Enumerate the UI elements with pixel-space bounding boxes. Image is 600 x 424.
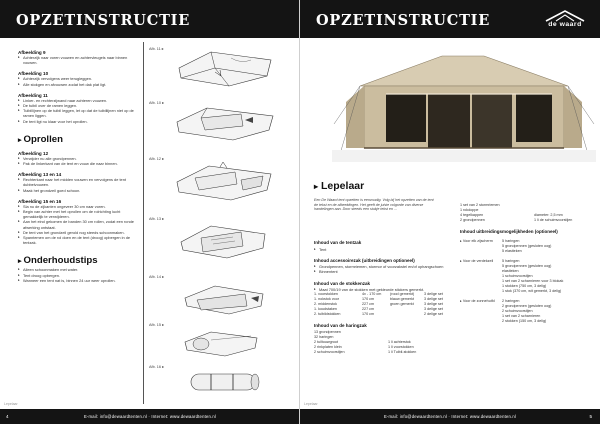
table-cell: 4x - 170 cm [362, 292, 382, 297]
triangle-icon: ▸ [18, 258, 22, 266]
figure-afb-16 [149, 364, 289, 404]
tent-photo [332, 44, 596, 162]
table-cell: 2 schuimvoorstijen [314, 349, 345, 354]
table-cell: 227 cm [362, 302, 375, 307]
section-heading-oprollen: ▸ Oprollen [18, 133, 63, 145]
table-cell: 3 delige set [424, 307, 443, 312]
folded-tent-illustration [171, 46, 281, 90]
option-item: 2 grondpennen (gesloten oog) [502, 304, 552, 308]
figure-label: Afb. 11 ▸ [149, 47, 164, 51]
rolled-tent-illustration [171, 364, 281, 402]
option-item: 2 schuimvoorstijen [502, 309, 533, 313]
section-heading-lepelaar: ▸ Lepelaar [314, 180, 365, 192]
figure-afb-15 [149, 322, 289, 362]
option-item: 1 stok (370 cm, wit gemerkt, 3 delig) [502, 289, 562, 293]
logo-text: de waard [548, 21, 582, 28]
table-cell: 170 cm [362, 312, 375, 317]
table-row [460, 218, 592, 223]
option-label: ▸ Voor elk zijscherm [460, 239, 493, 243]
stokken-table [314, 292, 454, 317]
bullet-item: ▸ Verwijder nu alle grondpennen. [18, 156, 138, 161]
table-cell: 1 set van 2 stormriemen [460, 203, 500, 207]
tent-image [332, 44, 596, 162]
option-item: 5 grondpennen (gesloten oog) [502, 264, 552, 268]
stokken-note: ▸ Maat 700/19 van de stokken met gekleurde stickers gemerkt. [314, 287, 454, 292]
folded-tent-illustration [171, 156, 281, 204]
figure-afb-14 [149, 274, 289, 322]
page-number: 4 [6, 414, 9, 419]
figure-label: Afb. 16 ▸ [149, 365, 164, 369]
bullet-item: ▸ De tuibil over de ramen leggen. [18, 103, 138, 108]
table-cell: 2. middenstok [314, 302, 337, 307]
footer-code: Lepelaar [4, 402, 18, 406]
haring-continued [460, 203, 592, 223]
bullet-item: ▸ De tent ligt nu klaar voor het oprollen. [18, 119, 138, 124]
section-heading-onderhoudstips: ▸ Onderhoudstips [18, 255, 98, 267]
table-cell: 1. nokstok voor [314, 297, 340, 302]
table-cell: 3 delige set [424, 297, 443, 302]
option-items [502, 299, 592, 324]
subheading: Afbeelding 10 [18, 71, 49, 77]
table-row [314, 312, 454, 317]
table-cell [390, 312, 424, 317]
table-cell: 227 cm [362, 307, 375, 312]
table-cell: groen gemerkt [390, 302, 414, 307]
figure-afb-13 [149, 216, 289, 264]
table-cell: 2. tuibildstokken [314, 312, 341, 317]
bullet-item: ▸ Begin van achter met het oprollen om de rolrichting lucht gemakkelijk te verwijderen. [18, 209, 138, 219]
footer-contact-info: E-mail: info@dewaardtenten.nl · Internet: www.dewaardtenten.nl [383, 414, 517, 419]
bullet-item: ▸ Grondpennen, stormriemen, stormor of voorzakstel en/of ophangschoen [314, 264, 454, 269]
haring-table [314, 330, 454, 355]
table-cell: 1 li de schuimvoorstijen [534, 218, 573, 222]
table-cell: 2 grondpennen [460, 218, 485, 222]
folded-tent-illustration [171, 100, 281, 144]
subheading: Afbeelding 9 [18, 50, 46, 55]
bullet-item: ▸ Sla nu de zijkanten ongeveer 30 cm naar voren. [18, 204, 138, 209]
option-item: 1 set van 2 scharnieren voor 3 blokak [502, 279, 564, 283]
opties-list [460, 239, 592, 324]
folded-tent-illustration [171, 216, 281, 262]
figure-afb-12 [149, 156, 289, 206]
table-cell: diameter: 2,5 mm [534, 213, 563, 217]
table-cell: 3 delige set [424, 292, 443, 297]
right-page-footer [300, 409, 600, 424]
subheading: Afbeelding 12 [18, 150, 49, 156]
figure-label: Afb. 15 ▸ [149, 323, 164, 327]
bullet-item: ▸ Pak de linkerkant van de tent en vouw die naar binnen. [18, 161, 138, 166]
footer-contact-info: E-mail: info@dewaardtenten.nl · Internet: www.dewaardtenten.nl [83, 414, 217, 419]
figure-label: Afb. 13 ▸ [149, 217, 164, 221]
subheading: Afbeelding 11 [18, 92, 48, 98]
left-page-footer [0, 409, 300, 424]
bullet-item: ▸ Alle stokgen en afvouwen zodat het dak plat ligt. [18, 82, 138, 87]
figure-afb-10 [149, 100, 289, 146]
accessoire-heading: Inhoud accessoirezak (uitbreidingen optioneel) [314, 257, 415, 263]
column-divider [143, 42, 144, 404]
triangle-icon: ▸ [18, 136, 22, 144]
option-group [460, 239, 592, 254]
table-cell: 170 cm [362, 297, 375, 302]
left-page-header [0, 0, 300, 38]
right-page-title: OPZETINSTRUCTIE [316, 12, 491, 29]
bullet-item: ▸ Alleen schoonmaken met water. [18, 267, 138, 272]
bullet-item: ▸ Binnentent [314, 269, 454, 274]
option-label: ▸ Voor de verdekzeil [460, 259, 494, 263]
option-item: 5 elastieken [502, 249, 522, 253]
haring-heading: Inhoud van de haringzak [314, 323, 367, 329]
right-page [300, 0, 600, 424]
bullet-item: ▸ Aan het eind gekomen de banden 30 cm rollen, zodat een ronde afwerking ontstaat. [18, 219, 138, 229]
bullet-item: ▸ Wanneer een tent nat is, binnen 24 uur weer oprollen. [18, 278, 138, 283]
stokken-heading: Inhoud van de stokkenzak [314, 280, 371, 286]
figure-label: Afb. 10 ▸ [149, 101, 164, 105]
option-group [460, 299, 592, 324]
contents-column-2 [460, 203, 592, 324]
brand-logo [542, 9, 588, 31]
table-cell: (rood gemerkt) [390, 292, 415, 297]
bullet-item: ▸ Tent [314, 247, 454, 252]
intro-text: Een De Waard tent opzetten is eenvoudig. Volg bij het opzetten van de tent de tekst en de afbeeldingen. Het geeft de juiste volgorde van diverse handelingen aan. Door steeds een stukje tekst en ... [314, 198, 434, 212]
table-cell: 1 rokdoppe [460, 208, 479, 212]
bullet-item: ▸ Rechterkant naar het midden vouwen en vervolgens de tent dubbelvouwen. [18, 177, 138, 187]
triangle-icon: ▸ [314, 182, 319, 191]
table-cell: 2 tuiltouwgroot [314, 339, 338, 344]
figure-afb-9 [149, 46, 289, 92]
option-items [502, 239, 592, 254]
option-item: 2 stokken (150 cm, 3 delig) [502, 319, 547, 323]
table-cell: 1 li voorstokken [388, 344, 414, 349]
figure-label: Afb. 14 ▸ [149, 275, 164, 279]
option-item: 5 grondpennen (gesloten oog) [502, 244, 552, 248]
bullet-item: ▸ Linker- en rechterzijwand naar achteren vouwen. [18, 98, 138, 103]
contents-column-1 [314, 234, 454, 355]
table-row [314, 350, 454, 355]
table-cell: 1. voorstokken [314, 292, 338, 297]
bullet-item: ▸ Maak het grondzeil goed schoon. [18, 188, 138, 193]
option-items [502, 259, 592, 294]
left-page-title: OPZETINSTRUCTIE [16, 12, 191, 29]
folded-tent-illustration [171, 274, 281, 320]
option-item: elastieken [502, 269, 519, 273]
subheading: Afbeelding 13 en 14 [18, 172, 62, 178]
option-item: 1 stokken (750 cm, 3 delig) [502, 284, 547, 288]
option-item: 5 haringen [502, 239, 520, 243]
left-text-column [18, 44, 138, 283]
figure-label: Afb. 12 ▸ [149, 157, 164, 161]
table-cell: 3 delige set [424, 302, 443, 307]
table-cell: 1 li achterstok [388, 339, 411, 344]
table-cell: blauw gemerkt [390, 297, 414, 302]
option-item: 1 set van 2 scharnieren [502, 314, 541, 318]
bullet-item: ▸ Tuibillijnen op de tuibil leggen, let op dat de tuibillijnen niet op de ramen liggen. [18, 108, 138, 118]
bullet-item: ▸ Achterzijk vervolgens weer terugleggen. [18, 76, 138, 81]
option-group [460, 259, 592, 294]
subheading: Afbeelding 15 en 16 [18, 198, 62, 204]
table-cell: 1. koudstaken [314, 307, 337, 312]
bullet-item: ▸ Achterzijk naar voren vouwen en achtervleugels naar binnen vouwen. [18, 55, 138, 65]
tentzak-heading: Inhoud van de tentzak [314, 240, 362, 245]
footer-code: Lepelaar [304, 402, 318, 406]
bullet-item: ▸ Tent droog opbergen. [18, 273, 138, 278]
page-number: 5 [589, 414, 592, 419]
opties-heading: Inhoud uitbreidingsmogelijkheden (optioneel) [460, 229, 558, 234]
table-cell: 1 li Tuibil-stokken [388, 349, 417, 354]
option-item: 2 haringen [502, 299, 520, 303]
option-label: ▸ Voor de zonnehuifd [460, 299, 495, 303]
right-page-header [300, 0, 600, 38]
option-item: 1 schuimvoorstijen [502, 274, 533, 278]
table-cell: 32 haringen [314, 334, 334, 339]
bullet-item: ▸ Spanriemen om de rol doen en de tent (droog) opbergen in de tentzak. [18, 235, 138, 245]
table-cell: 2 rinkplaten klein [314, 344, 342, 349]
option-item: 5 haringen [502, 259, 520, 263]
table-cell: 13 grondpennen [314, 329, 341, 334]
table-cell: 2 delige set [424, 312, 443, 317]
table-cell: 4 tegelkappen [460, 213, 484, 217]
rolled-tent-illustration [171, 322, 281, 360]
bullet-item: ▸ De tent van het grondzeil gerold nog steeds schoonmaken. [18, 230, 138, 235]
